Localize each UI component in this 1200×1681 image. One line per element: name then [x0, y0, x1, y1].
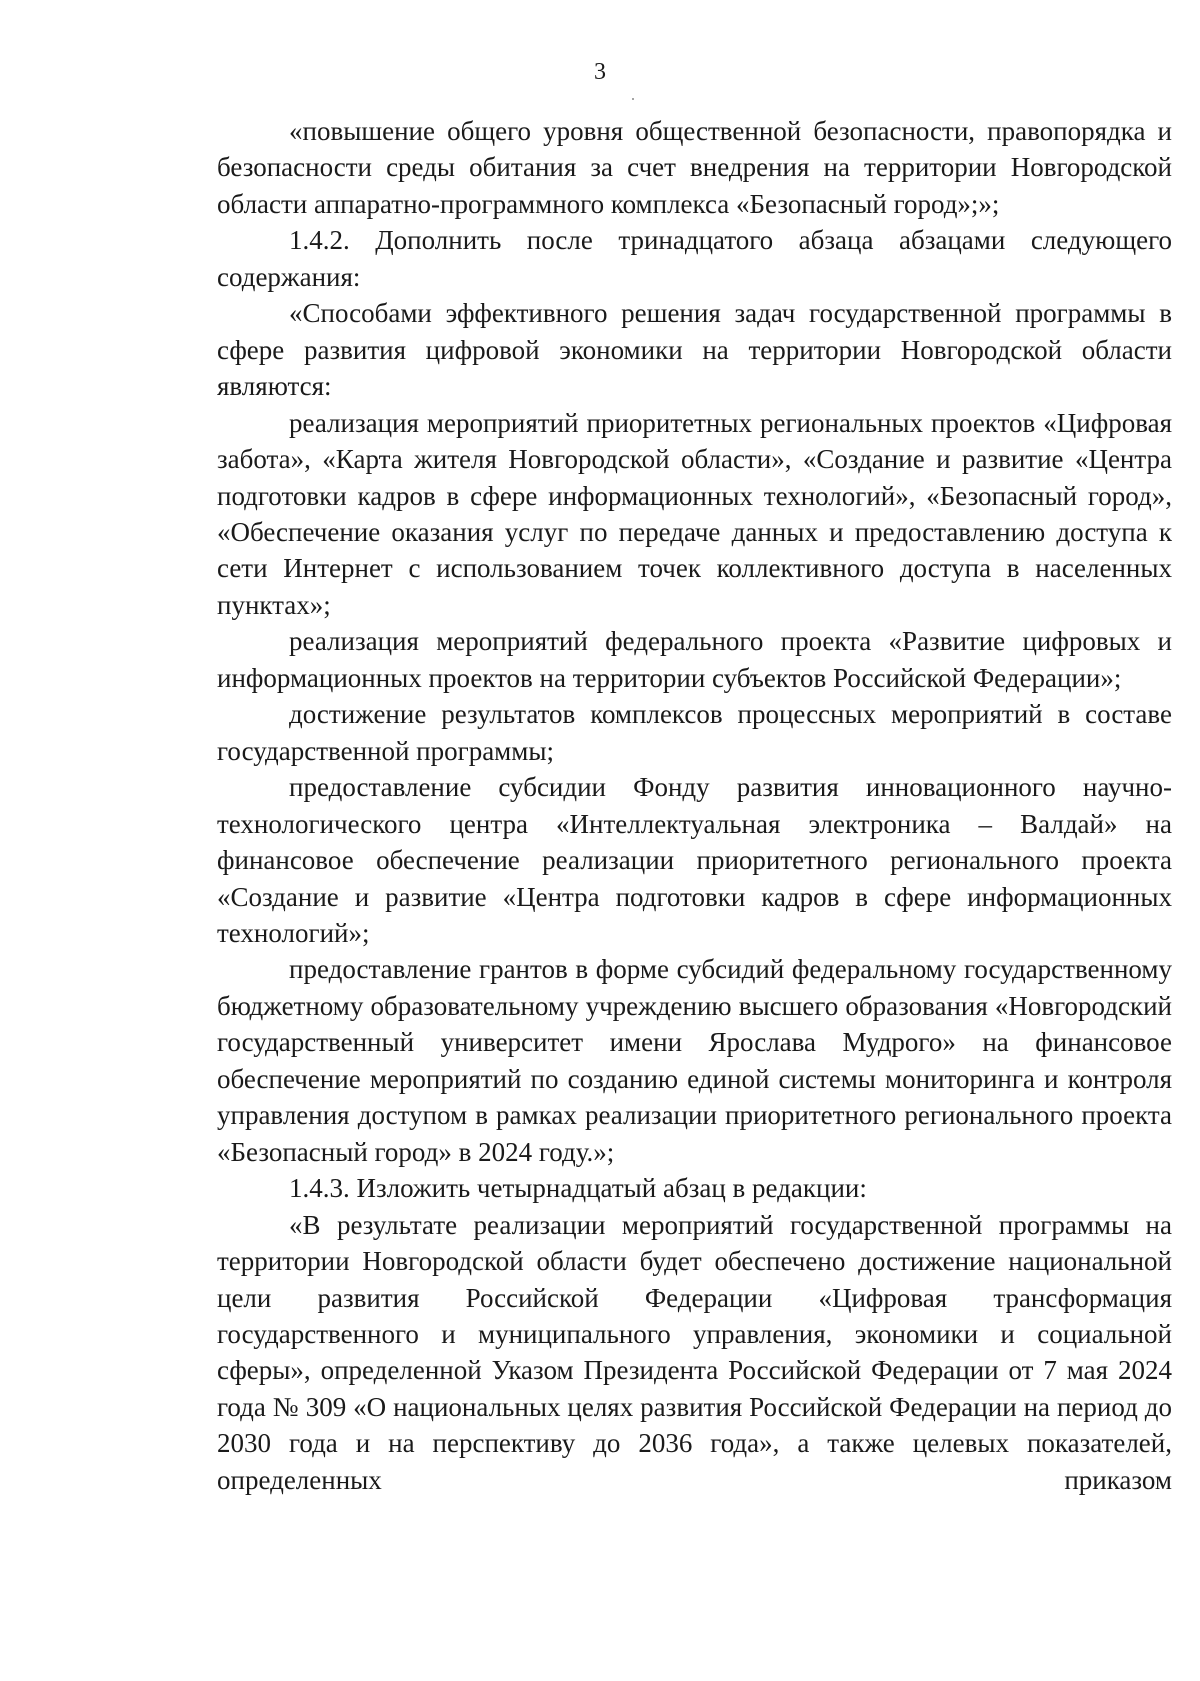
- page-number: 3: [594, 59, 606, 85]
- paragraph-2: 1.4.2. Дополнить после тринадцатого абзаца абзацами следующего содержания:: [217, 225, 1172, 292]
- document-body: [217, 113, 1172, 1498]
- paragraph-1: «повышение общего уровня общественной безопасности, правопорядка и безопасности среды обитания за счет внедрения на территории Новгородской области аппаратно-программного комплекса «Безопасный город»;»;: [217, 116, 1172, 219]
- paragraph-8: предоставление грантов в форме субсидий федеральному государственному бюджетному образовательному учреждению высшего образования «Новгородский государственный университет имени Ярослава Мудрого» на финансовое обеспечение мероприятий по созданию единой системы мониторинга и контроля управления доступом в рамках реализации приоритетного регионального проекта «Безопасный город» в 2024 году.»;: [217, 954, 1172, 1167]
- paragraph-7: предоставление субсидии Фонду развития инновационного научно-технологического центра «Интеллектуальная электроника – Валдай» на финансовое обеспечение реализации приоритетного регионального проекта «Создание и развитие «Центра подготовки кадров в сфере информационных технологий»;: [217, 772, 1172, 948]
- paragraph-3: «Способами эффективного решения задач государственной программы в сфере развития цифровой экономики на территории Новгородской области являются:: [217, 298, 1172, 402]
- paragraph-6: достижение результатов комплексов процессных мероприятий в составе государственной программы;: [217, 699, 1172, 766]
- scan-dot: [632, 98, 634, 100]
- paragraph-10: «В результате реализации мероприятий государственной программы на территории Новгородской области будет обеспечено достижение национальной цели развития Российской Федерации «Цифровая трансформация государственного и муниципального управления, экономики и социальной сферы», определенной Указом Президента Российской Федерации от 7 мая 2024 года № 309 «О национальных целях развития Российской Федерации на период до 2030 года и на перспективу до 2036 года», а также целевых показателей, определенных приказом: [217, 1209, 1172, 1495]
- paragraph-9: 1.4.3. Изложить четырнадцатый абзац в редакции:: [289, 1173, 867, 1204]
- paragraph-5: реализация мероприятий федерального проекта «Развитие цифровых и информационных проектов на территории субъектов Российской Федерации»;: [217, 626, 1172, 693]
- paragraph-4: реализация мероприятий приоритетных региональных проектов «Цифровая забота», «Карта жителя Новгородской области», «Создание и развитие «Центра подготовки кадров в сфере информационных технологий», «Безопасный город», «Обеспечение оказания услуг по передаче данных и предоставлению доступа к сети Интернет с использованием точек коллективного доступа в населенных пунктах»;: [217, 407, 1172, 620]
